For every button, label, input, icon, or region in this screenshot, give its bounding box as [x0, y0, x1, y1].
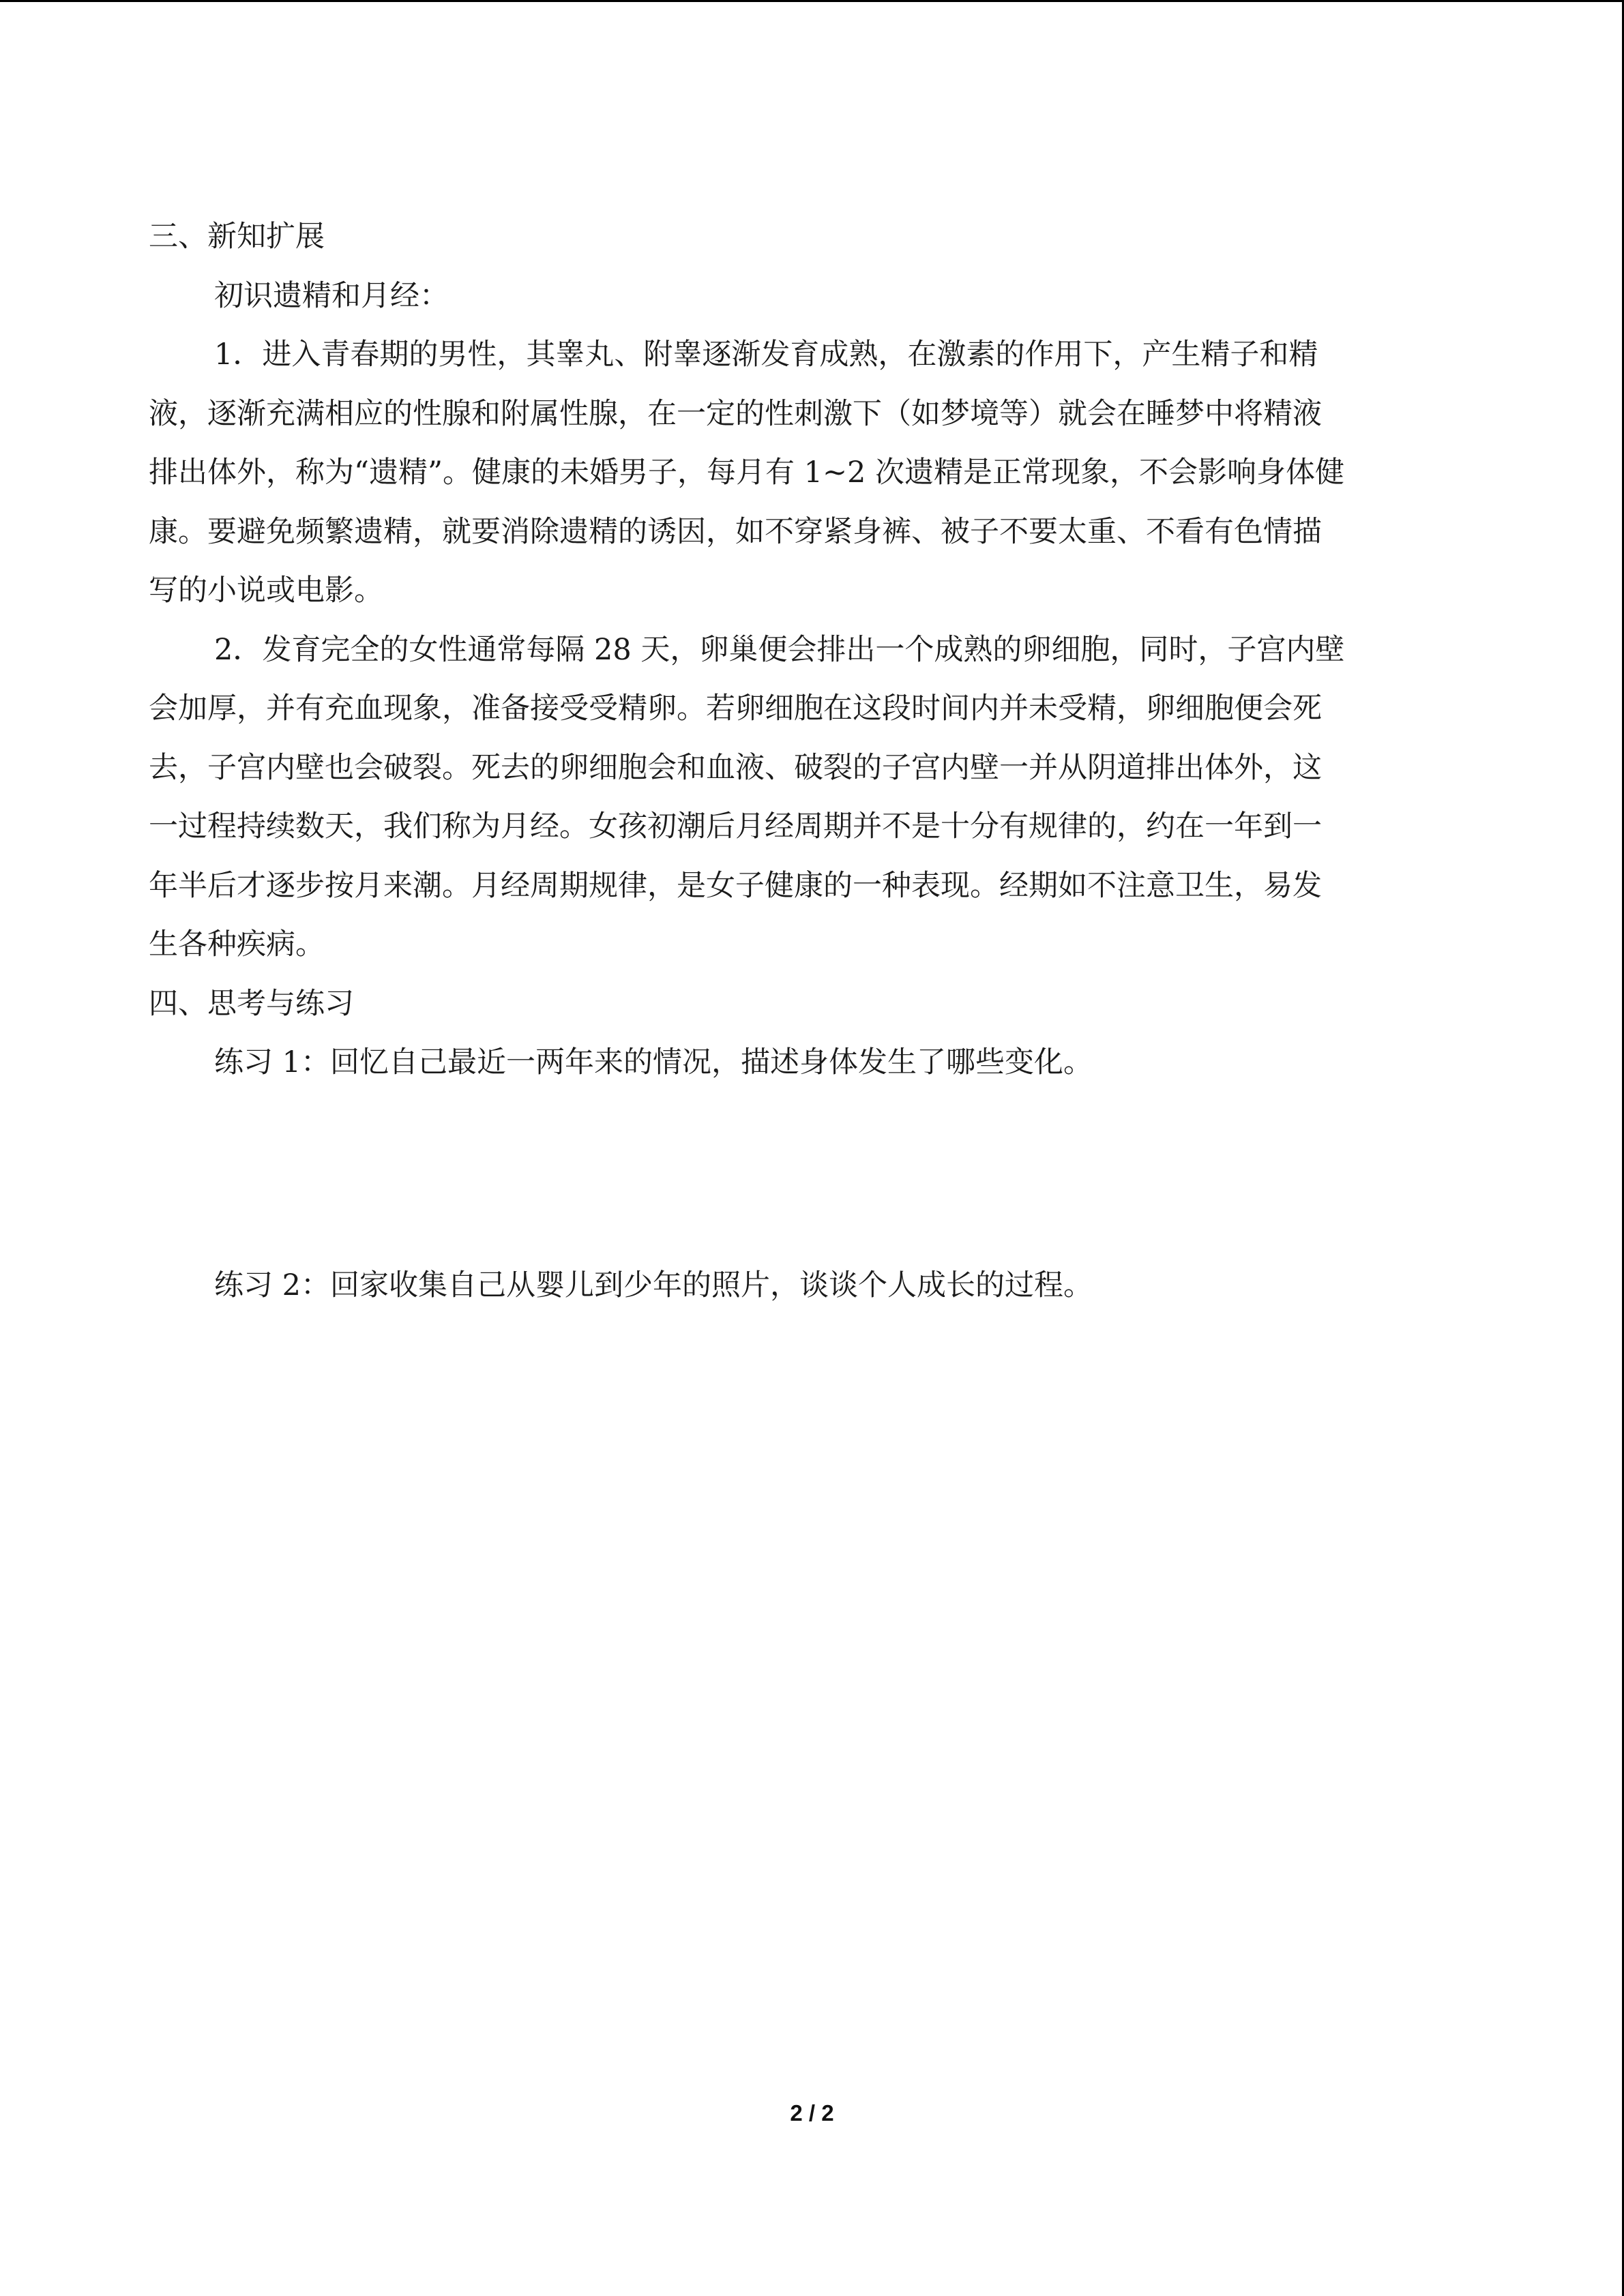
paragraph-line: 康。要避免频繁遗精，就要消除遗精的诱因，如不穿紧身裤、被子不要太重、不看有色情描 — [149, 514, 1322, 549]
paragraph-line: 液，逐渐充满相应的性腺和附属性腺，在一定的性刺激下（如梦境等）就会在睡梦中将精液 — [149, 396, 1322, 431]
document-body — [149, 207, 1479, 1315]
paragraph-menstruation — [149, 621, 1479, 974]
exercise-1: 练习 1：回忆自己最近一两年来的情况，描述身体发生了哪些变化。 — [214, 1045, 1093, 1079]
section-3-subheading: 初识遗精和月经： — [214, 278, 449, 313]
paragraph-line: 生各种疾病。 — [149, 927, 325, 961]
answer-space — [149, 1092, 1479, 1256]
paragraph-nocturnal-emission — [149, 325, 1479, 621]
paragraph-line: 会加厚，并有充血现象，准备接受受精卵。若卵细胞在这段时间内并未受精，卵细胞便会死 — [149, 691, 1322, 726]
paragraph-line: 写的小说或电影。 — [149, 573, 383, 608]
paragraph-line: 年半后才逐步按月来潮。月经周期规律，是女子健康的一种表现。经期如不注意卫生，易发 — [149, 868, 1322, 903]
paragraph-line: 1．进入青春期的男性，其睾丸、附睾逐渐发育成熟，在激素的作用下，产生精子和精 — [214, 338, 1318, 372]
page-number: 2 / 2 — [790, 2100, 834, 2126]
paragraph-line: 排出体外，称为“遗精”。健康的未婚男子，每月有 1~2 次遗精是正常现象，不会影响身体健 — [149, 456, 1345, 490]
section-3-heading: 三、新知扩展 — [149, 220, 325, 254]
section-4-heading: 四、思考与练习 — [149, 986, 354, 1021]
paragraph-line: 一过程持续数天，我们称为月经。女孩初潮后月经周期并不是十分有规律的，约在一年到一 — [149, 809, 1322, 844]
page-top-border — [0, 0, 1624, 2]
paragraph-line: 2．发育完全的女性通常每隔 28 天，卵巢便会排出一个成熟的卵细胞，同时，子宫内壁 — [214, 632, 1345, 667]
exercise-2: 练习 2：回家收集自己从婴儿到少年的照片，谈谈个人成长的过程。 — [214, 1268, 1093, 1302]
paragraph-line: 去，子宫内壁也会破裂。死去的卵细胞会和血液、破裂的子宫内壁一并从阴道排出体外，这 — [149, 750, 1322, 785]
